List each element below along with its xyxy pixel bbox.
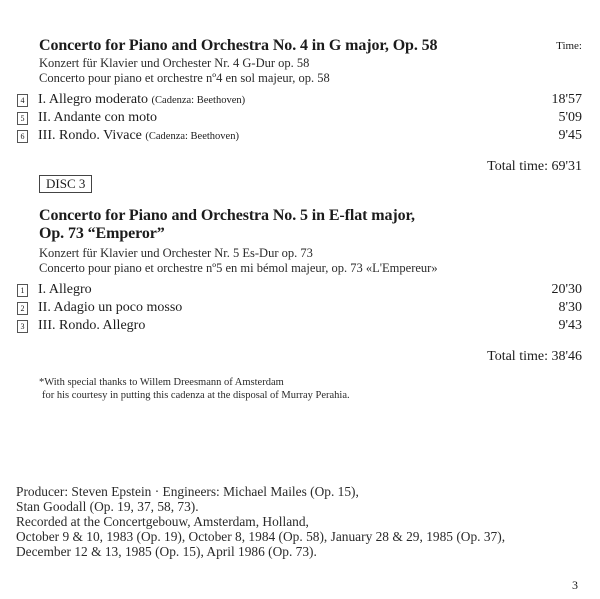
- track-duration: 9'45: [558, 128, 582, 143]
- credits-line-2: Stan Goodall (Op. 19, 37, 58, 73).: [16, 499, 199, 514]
- cadenza-note: (Cadenza: Beethoven): [145, 131, 239, 142]
- concerto-4-german-title: Konzert für Klavier und Orchester Nr. 4 G-Dur op. 58: [39, 56, 310, 70]
- track-number-box: 3: [17, 320, 28, 333]
- footnote-line-2: for his courtesy in putting this cadenza at the disposal of Murray Perahia.: [42, 390, 350, 401]
- track-row: [17, 282, 582, 298]
- page-number: 3: [572, 578, 578, 592]
- track-row: [17, 128, 582, 144]
- disc-label: DISC 3: [39, 175, 92, 193]
- track-row: [17, 92, 582, 108]
- credits-line-4: October 9 & 10, 1983 (Op. 19), October 8, 1984 (Op. 58), January 28 & 29, 1985 (Op. 37),: [16, 529, 506, 544]
- concerto-4-title: Concerto for Piano and Orchestra No. 4 in G major, Op. 58: [39, 37, 438, 54]
- concerto-5-total-time: Total time: 38'46: [487, 349, 582, 364]
- track-title: III. Rondo. Allegro: [38, 318, 146, 333]
- track-number-box: 2: [17, 302, 28, 315]
- track-number-box: 1: [17, 284, 28, 297]
- track-number-box: 5: [17, 112, 28, 125]
- concerto-4-total-time: Total time: 69'31: [487, 159, 582, 174]
- track-number-box: 6: [17, 130, 28, 143]
- track-number-box: 4: [17, 94, 28, 107]
- track-duration: 8'30: [558, 300, 582, 315]
- footnote-line-1: *With special thanks to Willem Dreesmann of Amsterdam: [39, 377, 284, 388]
- track-duration: 9'43: [558, 318, 582, 333]
- track-title: I. Allegro: [38, 282, 92, 297]
- track-title: III. Rondo. Vivace: [38, 128, 142, 143]
- track-duration: 20'30: [551, 282, 582, 297]
- credits-line-3: Recorded at the Concertgebouw, Amsterdam, Holland,: [16, 514, 309, 529]
- track-row: [17, 300, 582, 316]
- track-duration: 18'57: [551, 92, 582, 107]
- concerto-5-title: Concerto for Piano and Orchestra No. 5 in E-flat major,: [39, 207, 415, 224]
- concerto-5-title-line2: Op. 73 “Emperor”: [39, 225, 165, 242]
- track-duration: 5'09: [558, 110, 582, 125]
- concerto-5-german-title: Konzert für Klavier und Orchester Nr. 5 Es-Dur op. 73: [39, 246, 313, 260]
- concerto-4-french-title: Concerto pour piano et orchestre nº4 en sol majeur, op. 58: [39, 71, 330, 85]
- credits-line-1: Producer: Steven Epstein · Engineers: Michael Mailes (Op. 15),: [16, 484, 359, 499]
- track-title: II. Adagio un poco mosso: [38, 300, 183, 315]
- concerto-5-french-title: Concerto pour piano et orchestre nº5 en mi bémol majeur, op. 73 «L'Empereur»: [39, 261, 438, 275]
- time-column-header: Time:: [556, 40, 582, 52]
- cadenza-note: (Cadenza: Beethoven): [151, 95, 246, 106]
- credits-line-5: December 12 & 13, 1985 (Op. 15), April 1986 (Op. 73).: [16, 544, 317, 559]
- track-title: I. Allegro moderato: [38, 92, 149, 107]
- track-title: II. Andante con moto: [38, 110, 157, 125]
- track-row: [17, 318, 582, 334]
- track-row: [17, 110, 582, 126]
